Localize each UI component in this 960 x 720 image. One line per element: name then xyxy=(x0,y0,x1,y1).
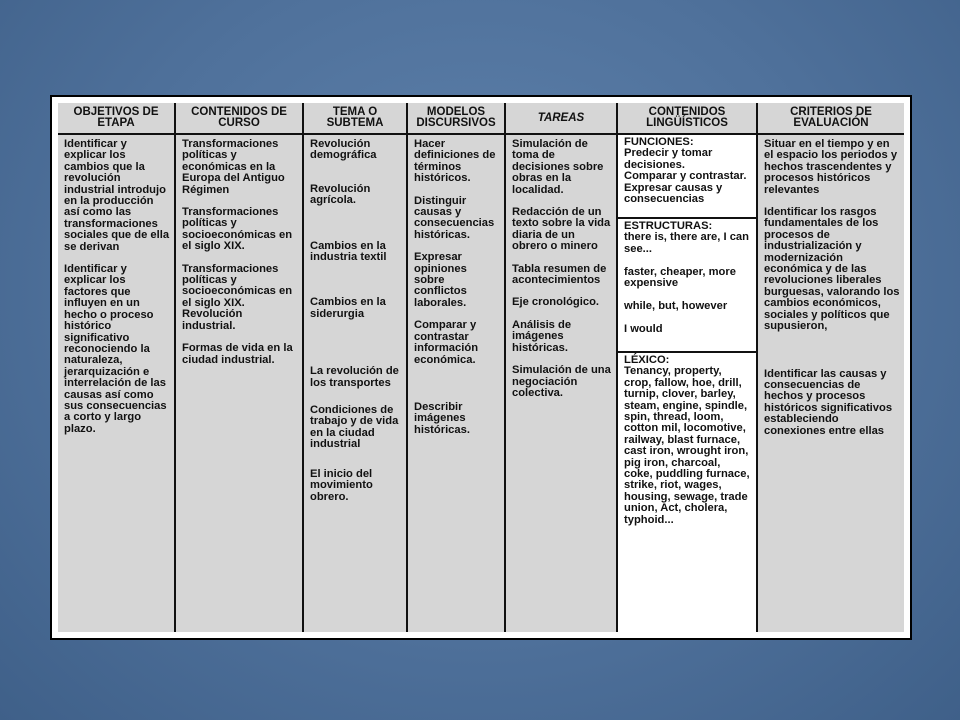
lexico-section: LÉXICO: Tenancy, property, crop, fallow, hoe, drill, turnip, clover, barley, steam, engine, spindle, spin, thread, loom, cotton mil, locomotive, railway, blast furnace, cast iron, wrought iron, pig iron, charcoal, coke, puddling furnace, strike, riot, wages, housing, sewage, trade union, Act, cholera, typhoid... xyxy=(618,353,756,529)
contenido-1: Transformaciones políticas y económicas en la Europa del Antiguo Régimen xyxy=(182,138,285,196)
contenido-3: Transformaciones políticas y socioeconómicas en el siglo XIX. Revolución industrial. xyxy=(182,262,293,332)
tareas-body xyxy=(506,135,616,399)
table-grid xyxy=(58,103,904,632)
modelo-3: Expresar opiniones sobre conflictos laborales. xyxy=(414,251,467,309)
criterio-2: Identificar los rasgos fundamentales de los procesos de industrialización y modernización económica y de las revoluciones liberales burguesas, valorando los cambios económicos, sociales y políticos que supusieron, xyxy=(764,206,900,333)
tarea-5: Análisis de imágenes históricas. xyxy=(512,318,572,354)
header-objetivos: OBJETIVOS DE ETAPA xyxy=(58,103,174,135)
criterios-body xyxy=(758,135,904,437)
header-contenidos: CONTENIDOS DE CURSO xyxy=(176,103,302,135)
contenido-2: Transformaciones políticas y socioeconómicas en el siglo XIX. xyxy=(182,206,293,253)
tema-6: Condiciones de trabajo y de vida en la ciudad industrial xyxy=(310,404,399,451)
tema-4: Cambios en la siderurgia xyxy=(310,296,386,320)
objetivo-2: Identificar y explicar los factores que influyen en un hecho o proceso histórico significativo reconociendo la naturaleza, jerarquización e interrelación de las causas así como sus consecuencias a corto y largo plazo. xyxy=(64,263,167,435)
tarea-6: Simulación de una negociación colectiva. xyxy=(512,364,611,399)
contenidos-body xyxy=(176,135,302,366)
tema-3: Cambios en la industria textil xyxy=(310,239,387,264)
column-tema xyxy=(304,103,408,632)
tarea-1: Simulación de toma de decisiones sobre obras en la localidad. xyxy=(512,138,604,196)
header-linguisticos: CONTENIDOS LINGÜÍSTICOS xyxy=(618,103,756,135)
tema-1: Revolución demográfica xyxy=(310,138,377,162)
tema-body xyxy=(304,135,406,503)
column-contenidos xyxy=(176,103,304,632)
curriculum-table xyxy=(50,95,912,640)
objetivo-1: Identificar y explicar los cambios que la revolución industrial introdujo en la producción así como las transformaciones sociales que de ella se derivan xyxy=(64,138,170,253)
column-linguisticos xyxy=(618,103,758,632)
tema-7: El inicio del movimiento obrero. xyxy=(310,467,373,503)
modelo-5: Describir imágenes históricas. xyxy=(414,400,470,436)
column-tareas xyxy=(506,103,618,632)
header-criterios: CRITERIOS DE EVALUACIÓN xyxy=(758,103,904,135)
objetivos-body xyxy=(58,135,174,435)
funciones-section: FUNCIONES: Predecir y tomar decisiones. Comparar y contrastar. Expresar causas y consecuencias xyxy=(618,135,756,219)
tarea-2: Redacción de un texto sobre la vida diaria de un obrero o minero xyxy=(512,206,611,253)
estructuras-section: ESTRUCTURAS: there is, there are, I can see... faster, cheaper, more expensive while, but, however I would xyxy=(618,219,756,353)
tarea-4: Eje cronológico. xyxy=(512,296,600,309)
header-tareas: TAREAS xyxy=(506,103,616,135)
modelo-4: Comparar y contrastar información económica. xyxy=(414,319,479,366)
tarea-3: Tabla resumen de acontecimientos xyxy=(512,262,607,287)
header-tema: TEMA O SUBTEMA xyxy=(304,103,406,135)
tema-5: La revolución de los transportes xyxy=(310,365,399,389)
column-objetivos xyxy=(58,103,176,632)
modelos-body xyxy=(408,135,504,436)
contenido-4: Formas de vida en la ciudad industrial. xyxy=(182,342,293,366)
column-modelos xyxy=(408,103,506,632)
column-criterios xyxy=(758,103,904,632)
criterio-1: Situar en el tiempo y en el espacio los periodos y hechos trascendentes y procesos históricos relevantes xyxy=(764,138,898,196)
header-modelos: MODELOS DISCURSIVOS xyxy=(408,103,504,135)
criterio-3: Identificar las causas y consecuencias de hechos y procesos históricos significativos estableciendo conexiones entre ellas xyxy=(764,367,893,437)
tema-2: Revolución agrícola. xyxy=(310,182,371,207)
modelo-1: Hacer definiciones de términos históricos. xyxy=(414,138,496,185)
modelo-2: Distinguir causas y consecuencias históricas. xyxy=(414,194,495,241)
